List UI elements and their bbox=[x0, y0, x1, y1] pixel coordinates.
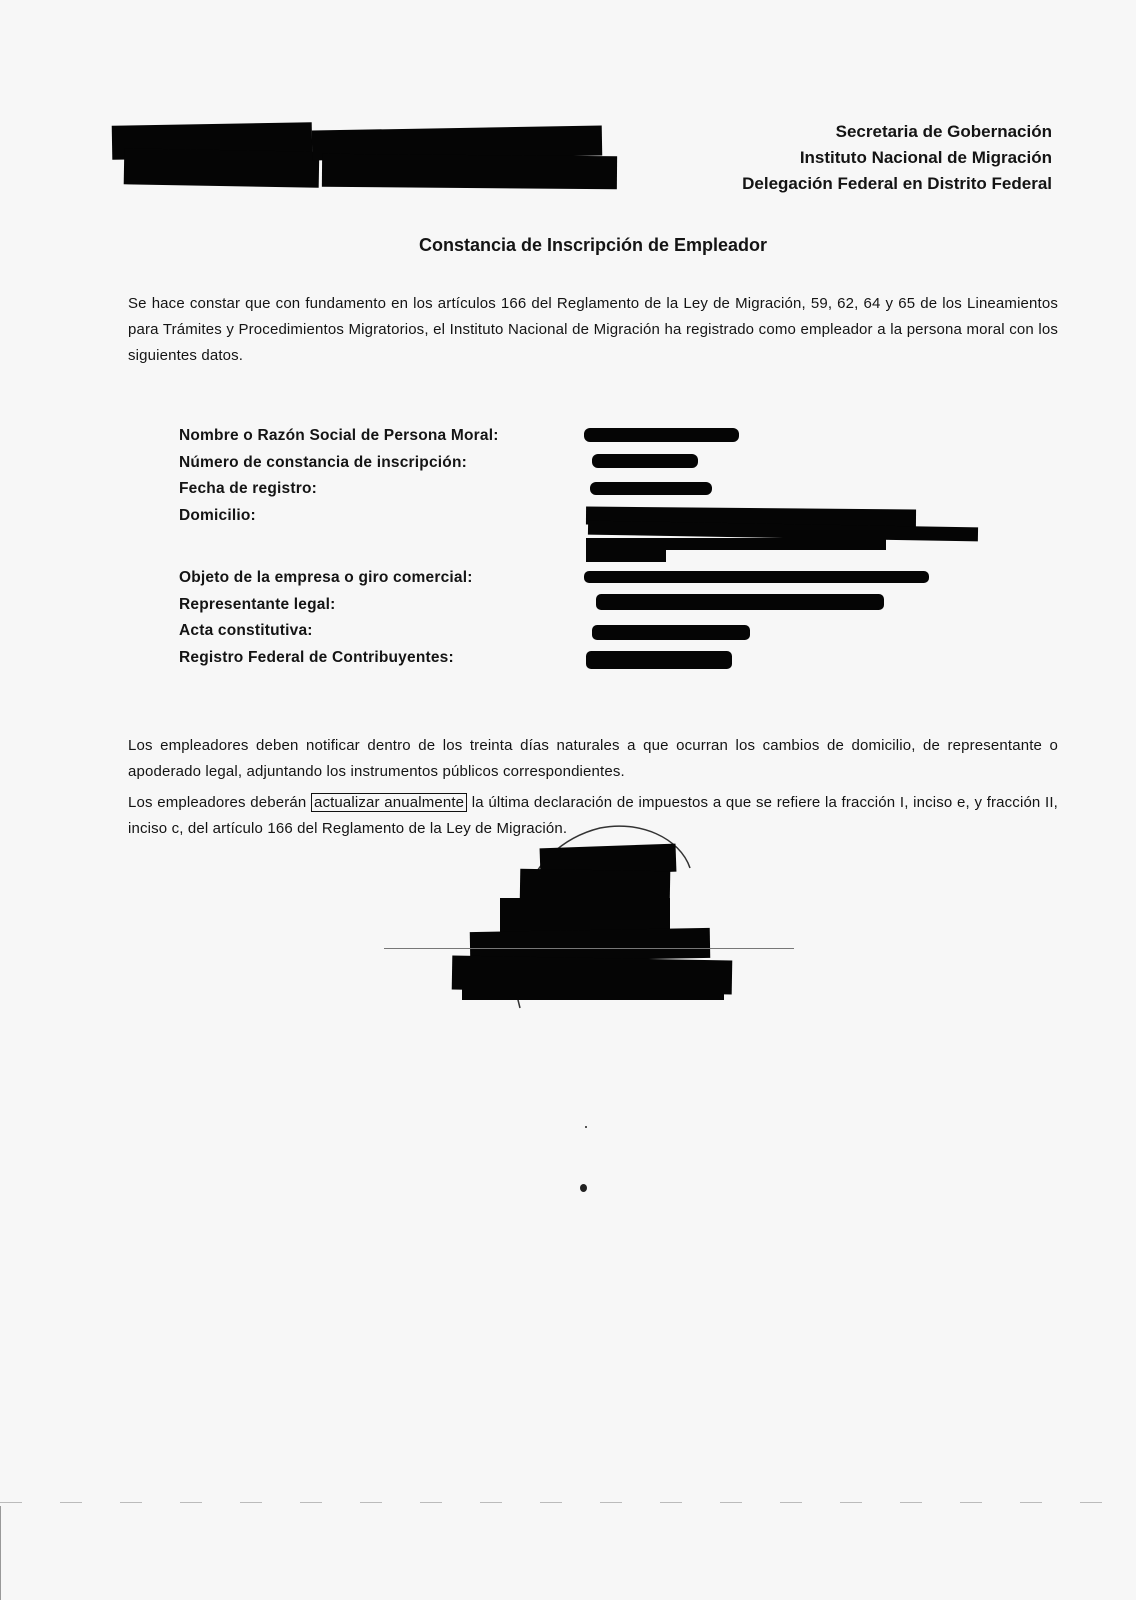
header-line-delegacion: Delegación Federal en Distrito Federal bbox=[742, 174, 1052, 193]
agency-header bbox=[742, 119, 1052, 197]
scan-artifact-line bbox=[0, 1502, 1136, 1503]
field-fecha-registro: Fecha de registro: bbox=[179, 480, 317, 497]
field-objeto: Objeto de la empresa o giro comercial: bbox=[179, 569, 473, 586]
field-gap bbox=[179, 529, 499, 565]
speck bbox=[580, 1184, 587, 1192]
field-representante: Representante legal: bbox=[179, 595, 336, 613]
field-numero-constancia: Número de constancia de inscripción: bbox=[179, 453, 467, 471]
notice-paragraph: Los empleadores deben notificar dentro de los treinta días naturales a que ocurran los cambios de domicilio, de representante o apoderado legal, adjuntando los instrumentos públicos correspondientes. bbox=[128, 737, 1058, 780]
field-domicilio: Domicilio: bbox=[179, 506, 256, 524]
highlighted-phrase: actualizar anualmente bbox=[311, 793, 467, 812]
signature-line bbox=[384, 948, 794, 949]
header-line-secretaria: Secretaria de Gobernación bbox=[835, 122, 1052, 141]
field-rfc: Registro Federal de Contribuyentes: bbox=[179, 648, 454, 666]
update-notice-before: Los empleadores deberán bbox=[128, 794, 311, 811]
speck-small bbox=[585, 1126, 587, 1128]
header-line-instituto: Instituto Nacional de Migración bbox=[799, 148, 1052, 167]
field-acta: Acta constitutiva: bbox=[179, 622, 313, 639]
employer-fields bbox=[179, 423, 499, 671]
intro-paragraph: Se hace constar que con fundamento en los artículos 166 del Reglamento de la Ley de Migración, 59, 62, 64 y 65 de los Lineamientos para Trámites y Procedimientos Migratorios, el Instituto Nacional de Migración ha registrado como empleador a la persona moral con los siguientes datos. bbox=[128, 295, 1058, 364]
scan-edge bbox=[0, 1506, 1, 1600]
update-notice-after: la última declaración de impuestos a que se refiere la fracción I, inciso e, y fracción II, inciso c, del artículo 166 del Reglamento de la Ley de Migración. bbox=[128, 794, 1058, 837]
field-razon-social: Nombre o Razón Social de Persona Moral: bbox=[179, 427, 499, 444]
document-title: Constancia de Inscripción de Empleador bbox=[418, 235, 768, 255]
